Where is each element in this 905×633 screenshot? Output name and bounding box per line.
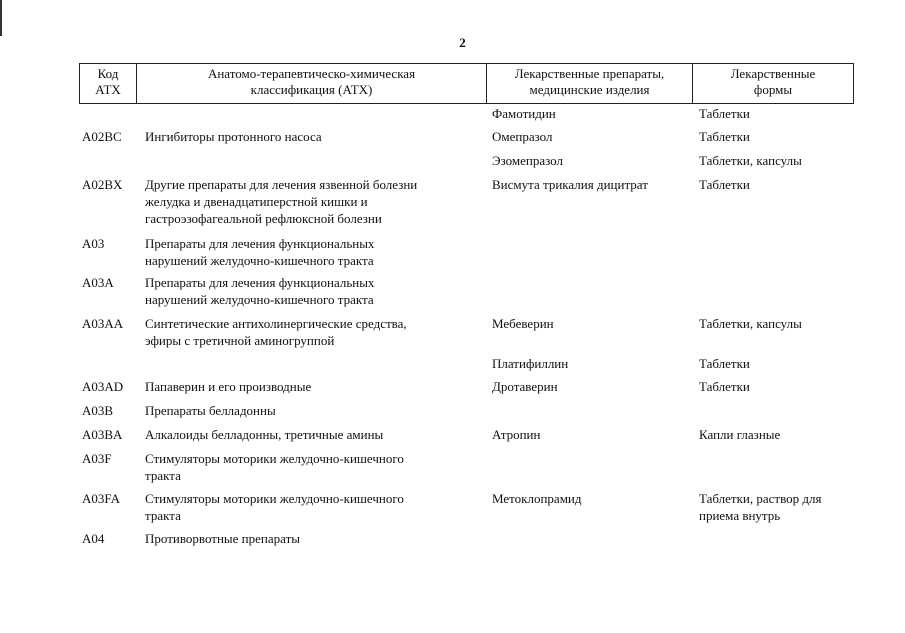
row-classification: Алкалоиды белладонны, третичные амины bbox=[145, 427, 384, 442]
header-classification: Анатомо-терапевтическо-химическая классификация (АТХ) bbox=[137, 64, 487, 104]
row-classification: Стимуляторы моторики желудочно-кишечного тракта bbox=[145, 451, 404, 483]
row-form: Таблетки, раствор для приема внутрь bbox=[699, 491, 822, 523]
row-drug: Омепразол bbox=[492, 129, 553, 144]
row-classification: Препараты белладонны bbox=[145, 403, 276, 418]
row-drug: Эзомепразол bbox=[492, 153, 563, 168]
row-drug: Метоклопрамид bbox=[492, 491, 582, 506]
row-drug: Платифиллин bbox=[492, 356, 569, 371]
row-classification: Папаверин и его производные bbox=[145, 379, 312, 394]
row-drug: Мебеверин bbox=[492, 316, 554, 331]
row-code: A03BA bbox=[82, 427, 123, 442]
row-code: A03F bbox=[82, 451, 112, 466]
header-code: Код АТХ bbox=[80, 64, 137, 104]
row-code: A02BC bbox=[82, 129, 122, 144]
row-classification: Препараты для лечения функциональных нарушений желудочно-кишечного тракта bbox=[145, 236, 375, 268]
row-code: A03AA bbox=[82, 316, 124, 331]
page-number: 2 bbox=[459, 35, 466, 50]
row-form: Таблетки bbox=[699, 177, 750, 192]
row-classification: Синтетические антихолинергические средства, эфиры с третичной аминогруппой bbox=[145, 316, 407, 348]
row-classification: Ингибиторы протонного насоса bbox=[145, 129, 322, 144]
row-code: A03B bbox=[82, 403, 114, 418]
row-classification: Стимуляторы моторики желудочно-кишечного тракта bbox=[145, 491, 404, 523]
row-drug: Дротаверин bbox=[492, 379, 558, 394]
row-form: Таблетки bbox=[699, 106, 750, 121]
header-drugs: Лекарственные препараты, медицинские изделия bbox=[487, 64, 693, 104]
row-drug: Фамотидин bbox=[492, 106, 556, 121]
row-form: Таблетки bbox=[699, 379, 750, 394]
row-drug: Висмута трикалия дицитрат bbox=[492, 177, 648, 192]
row-classification: Другие препараты для лечения язвенной болезни желудка и двенадцатиперстной кишки и гастроэзофагеальной рефлюксной болезни bbox=[145, 177, 418, 226]
row-form: Капли глазные bbox=[699, 427, 781, 442]
row-code: A03 bbox=[82, 236, 105, 251]
header-forms: Лекарственные формы bbox=[693, 64, 854, 104]
row-classification: Препараты для лечения функциональных нарушений желудочно-кишечного тракта bbox=[145, 275, 375, 307]
row-form: Таблетки bbox=[699, 356, 750, 371]
row-classification: Противорвотные препараты bbox=[145, 531, 300, 546]
row-code: A02BX bbox=[82, 177, 123, 192]
row-code: A03AD bbox=[82, 379, 124, 394]
row-code: A04 bbox=[82, 531, 105, 546]
row-form: Таблетки bbox=[699, 129, 750, 144]
row-code: A03FA bbox=[82, 491, 121, 506]
row-drug: Атропин bbox=[492, 427, 541, 442]
row-form: Таблетки, капсулы bbox=[699, 316, 802, 331]
row-form: Таблетки, капсулы bbox=[699, 153, 802, 168]
row-code: A03A bbox=[82, 275, 114, 290]
